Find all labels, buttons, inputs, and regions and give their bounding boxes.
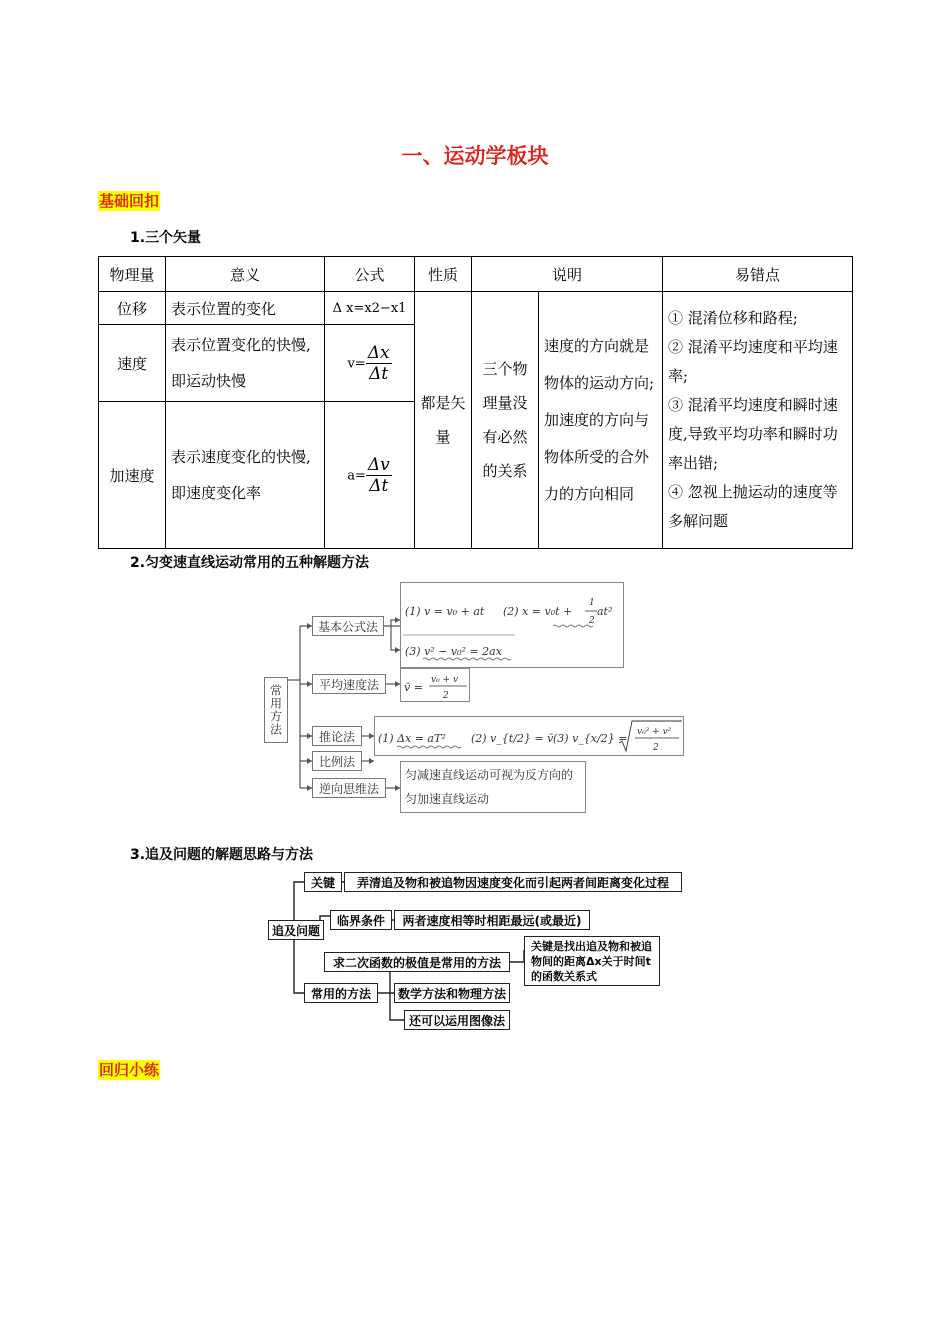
svg-text:v₀² + v²: v₀² + v² [637,727,672,737]
subheading-five-methods: 2.匀变速直线运动常用的五种解题方法 [130,555,370,571]
svg-text:(1) v = v₀ + at: (1) v = v₀ + at [405,605,485,618]
error-item: ④ 忽视上抛运动的速度等多解问题 [668,483,838,530]
cell-acceleration: 加速度 [99,402,166,549]
cell-velocity-meaning: 表示位置变化的快慢,即运动快慢 [166,325,325,402]
error-item: ③ 混淆平均速度和瞬时速度,导致平均功率和瞬时功率出错; [668,396,838,472]
method-ratio: 比例法 [312,751,362,771]
average-velocity-formula [401,669,471,703]
svg-text:2: 2 [443,691,449,701]
cell-explain-b: 速度的方向就是物体的运动方向;加速度的方向与物体所受的合外力的方向相同 [539,292,663,549]
header-meaning: 意义 [166,257,325,292]
basic-formula-box [400,582,624,668]
svg-text:2: 2 [653,743,659,753]
reverse-thinking-box: 匀减速直线运动可视为反方向的匀加速直线运动 [400,761,586,813]
header-property: 性质 [415,257,472,292]
cell-explain-a: 三个物理量没有必然的关系 [472,292,539,549]
cell-velocity: 速度 [99,325,166,402]
svg-text:1: 1 [589,598,595,608]
error-item: ② 混淆平均速度和平均速率; [668,338,838,385]
header-quantity: 物理量 [99,257,166,292]
subheading-chase-problems: 3.追及问题的解题思路与方法 [130,847,314,863]
cell-acceleration-meaning: 表示速度变化的快慢,即速度变化率 [166,402,325,549]
svg-text:2: 2 [589,616,595,626]
cell-property: 都是矢量 [415,292,472,549]
chase-graph: 还可以运用图像法 [404,1010,510,1030]
chase-method-label: 常用的方法 [304,983,378,1003]
svg-text:(3) v_{x/2} =: (3) v_{x/2} = [553,732,628,745]
chase-critical-label: 临界条件 [330,910,392,930]
basic-formula-content [401,583,625,669]
svg-text:(3) v² − v₀² = 2ax: (3) v² − v₀² = 2ax [405,645,502,658]
chase-diagram [266,870,686,1035]
page-title: 一、运动学板块 [401,144,549,168]
cell-displacement: 位移 [99,292,166,325]
error-item: ① 混淆位移和路程; [668,309,798,327]
method-average-velocity: 平均速度法 [312,674,386,694]
method-basic-formula: 基本公式法 [312,616,384,636]
fraction: $\frac{\Delta x}{\Delta t}$ [367,342,390,384]
svg-text:at²: at² [597,605,613,618]
section-tag-basics: 基础回扣 [99,192,160,210]
chase-root: 追及问题 [268,920,324,940]
average-velocity-box [400,668,470,702]
vector-table [98,256,853,549]
chase-quadratic-note: 关键是找出追及物和被追物间的距离Δx关于时间t的函数关系式 [524,936,660,986]
cell-displacement-formula: Δ x=x2−x1 [325,292,415,325]
header-explain: 说明 [472,257,663,292]
chase-critical-text: 两者速度相等时相距最远(或最近) [394,910,590,930]
methods-root: 常用方法 [264,677,288,743]
subheading-three-vectors: 1.三个矢量 [130,230,202,246]
header-errors: 易错点 [663,257,853,292]
methods-diagram [262,580,692,815]
inference-formulas [375,717,685,757]
chase-key-text: 弄清追及物和被追物因速度变化而引起两者间距离变化过程 [344,872,682,892]
svg-text:v̄ =: v̄ = [404,681,423,694]
inference-box [374,716,684,756]
cell-acceleration-formula: a= $\frac{\Delta v}{\Delta t}$ [325,402,415,549]
chase-key-label: 关键 [304,872,342,892]
header-formula: 公式 [325,257,415,292]
cell-errors [663,292,853,549]
method-inference: 推论法 [312,726,362,746]
svg-text:(2) x = v₀t +: (2) x = v₀t + [503,605,573,618]
method-reverse-thinking: 逆向思维法 [312,778,386,798]
cell-displacement-meaning: 表示位置的变化 [166,292,325,325]
svg-text:(1) Δx = aT²: (1) Δx = aT² [378,732,446,745]
svg-text:v₀ + v: v₀ + v [431,675,459,685]
chase-quadratic: 求二次函数的极值是常用的方法 [324,952,510,972]
svg-text:(2) v_{t/2} = v̄: (2) v_{t/2} = v̄ [471,732,554,745]
table-header-row [99,257,853,292]
cell-velocity-formula: v= $\frac{\Delta x}{\Delta t}$ [325,325,415,402]
section-tag-practice: 回归小练 [99,1061,160,1079]
fraction: $\frac{\Delta v}{\Delta t}$ [367,454,390,496]
chase-math-physics: 数学方法和物理方法 [394,983,510,1003]
table-row [99,292,853,325]
